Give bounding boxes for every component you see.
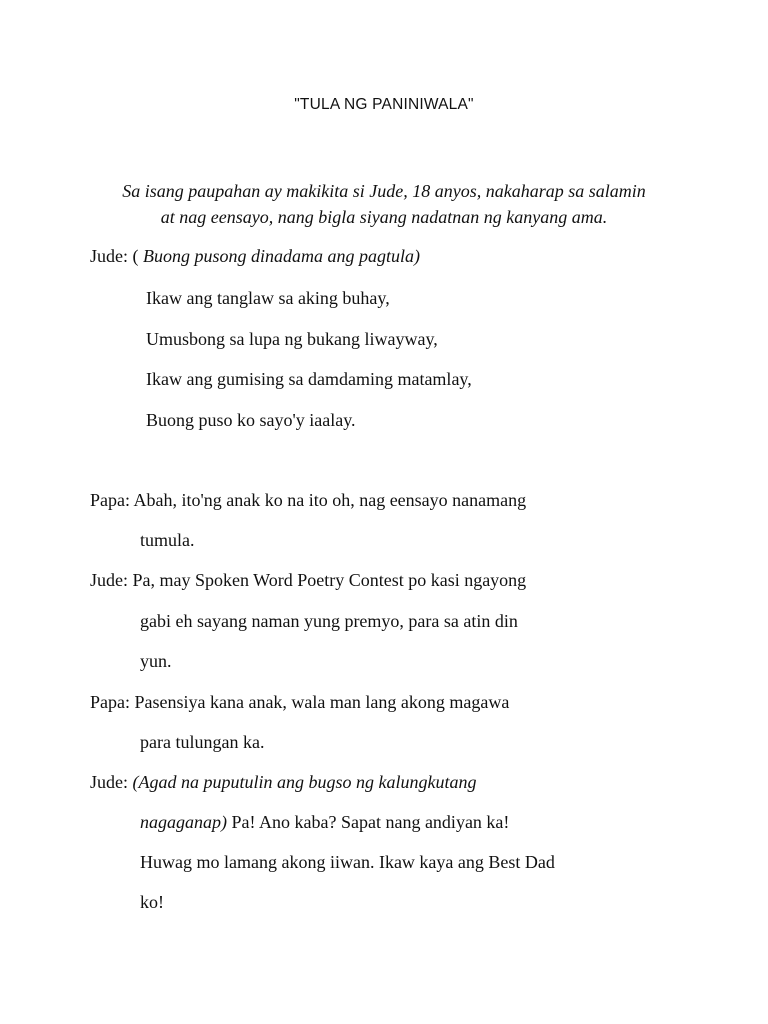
- speaker-jude: Jude:: [90, 772, 133, 792]
- jude-line-3: [90, 771, 476, 793]
- document-title: "TULA NG PANINIWALA": [294, 96, 474, 113]
- papa-line-1-cont: tumula.: [140, 530, 195, 550]
- poem-line: Buong puso ko sayo'y iaalay.: [146, 410, 356, 430]
- jude-line-3-cont: ko!: [140, 892, 164, 912]
- jude-line-2: Jude: Pa, may Spoken Word Poetry Contest po kasi ngayong: [90, 570, 527, 590]
- intro-line-1: Sa isang paupahan ay makikita si Jude, 18 anyos, nakaharap sa salamin: [122, 181, 646, 201]
- speaker-jude: Jude: (: [90, 246, 139, 266]
- jude-line-3-cont: [140, 811, 509, 833]
- poem-line: Ikaw ang tanglaw sa aking buhay,: [146, 288, 390, 308]
- stage-direction: Buong pusong dinadama ang pagtula): [138, 246, 420, 266]
- jude-line-3-cont: Huwag mo lamang akong iiwan. Ikaw kaya ang Best Dad: [140, 852, 555, 872]
- papa-line-1: Papa: Abah, ito'ng anak ko na ito oh, nag eensayo nanamang: [90, 490, 527, 510]
- poem-line: Ikaw ang gumising sa damdaming matamlay,: [146, 369, 472, 389]
- intro-line-2: at nag eensayo, nang bigla siyang nadatnan ng kanyang ama.: [160, 207, 608, 227]
- stage-direction: nagaganap): [140, 812, 227, 832]
- dialogue-text: Pa! Ano kaba? Sapat nang andiyan ka!: [227, 812, 510, 832]
- papa-line-2-cont: para tulungan ka.: [140, 732, 265, 752]
- poem-line: Umusbong sa lupa ng bukang liwayway,: [146, 329, 438, 349]
- jude-line-2-cont: gabi eh sayang naman yung premyo, para sa atin din: [140, 611, 518, 631]
- stage-direction: (Agad na puputulin ang bugso ng kalungkutang: [132, 772, 477, 792]
- papa-line-2: Papa: Pasensiya kana anak, wala man lang akong magawa: [90, 692, 510, 712]
- jude-line-2-cont: yun.: [140, 651, 172, 671]
- jude-line-1: [90, 245, 420, 267]
- intro-stage-direction: [70, 178, 698, 230]
